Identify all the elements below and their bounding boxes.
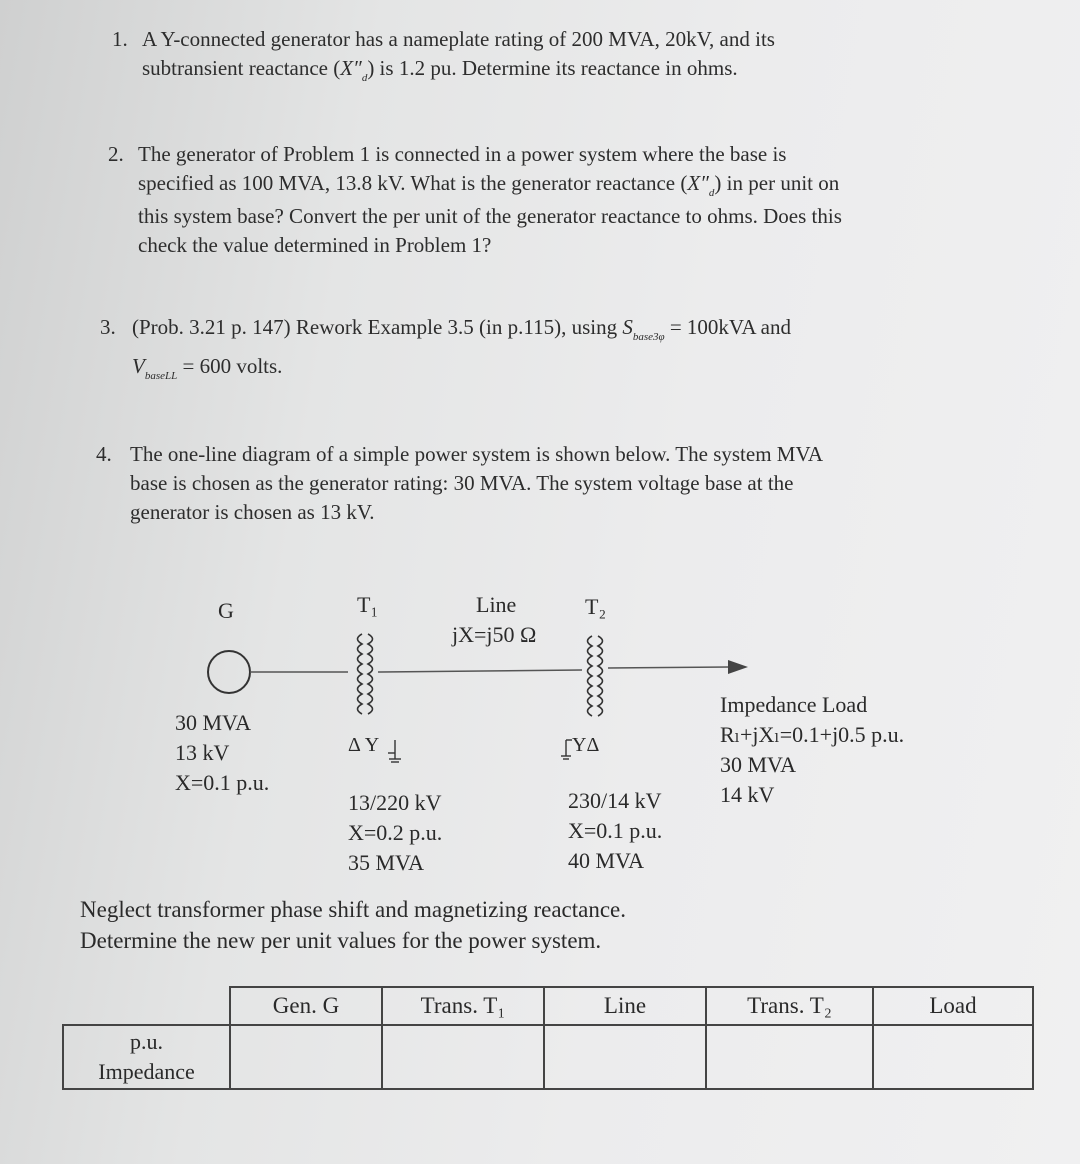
spec-line: 14 kV	[720, 782, 775, 807]
generator-symbol	[208, 651, 250, 693]
generator-label: G	[218, 598, 234, 623]
per-unit-table	[62, 986, 1034, 1090]
note-line: Neglect transformer phase shift and magnetizing reactance.	[80, 897, 627, 922]
subscript: d	[708, 187, 715, 199]
line-label: Line	[476, 592, 517, 617]
problem-line: this system base? Convert the per unit of the generator reactance to ohms. Does this	[138, 204, 842, 228]
t2-ground-icon	[561, 740, 572, 759]
table-corner-cell	[63, 987, 230, 1025]
t2-windings	[588, 636, 603, 716]
row-label: Impedance	[98, 1059, 195, 1084]
problem-line	[142, 54, 775, 87]
one-line-diagram	[0, 560, 1080, 820]
spec-line: 30 MVA	[720, 752, 797, 777]
text: = 600 volts.	[182, 354, 283, 378]
t1-ground-icon	[388, 740, 401, 762]
text: (Prob. 3.21 p. 147) Rework Example 3.5 (in p.115), using	[132, 315, 618, 339]
problem-line: A Y-connected generator has a nameplate rating of 200 MVA, 20kV, and its	[142, 27, 775, 51]
problem-2	[108, 140, 1008, 260]
spec-line: X=0.1 p.u.	[568, 818, 663, 843]
text: = 100kVA and	[669, 315, 791, 339]
answer-cell-load[interactable]	[873, 1025, 1033, 1089]
problem-text	[138, 140, 842, 260]
spec-line: 35 MVA	[348, 850, 425, 875]
table-row	[63, 1025, 1033, 1089]
variable: V	[132, 354, 145, 378]
variable: X″	[340, 56, 362, 80]
note-line: Determine the new per unit values for the power system.	[80, 928, 602, 953]
text: subtransient reactance (	[142, 56, 341, 80]
problem-number: 2.	[108, 142, 124, 166]
problem-4	[96, 440, 1016, 530]
t2-connection: YΔ	[572, 734, 600, 756]
spec-line: 230/14 kV	[568, 788, 662, 813]
header-load: Load	[873, 987, 1033, 1025]
t1-connection: Δ Y	[348, 734, 380, 756]
problem-text	[142, 25, 775, 87]
subscript: d	[361, 72, 368, 84]
problem-line	[138, 169, 842, 202]
spec-line: Impedance Load	[720, 692, 868, 717]
transmission-line	[378, 670, 582, 672]
spec-line: X=0.1 p.u.	[175, 770, 270, 795]
notes	[80, 894, 626, 956]
t1-label: T₁	[357, 592, 379, 617]
spec-line: 13/220 kV	[348, 790, 442, 815]
variable: S	[622, 315, 633, 339]
answer-cell-line[interactable]	[544, 1025, 706, 1089]
header-line: Line	[544, 987, 706, 1025]
problem-text	[132, 313, 791, 385]
load-specs	[720, 690, 904, 810]
problem-line: generator is chosen as 13 kV.	[130, 500, 375, 524]
answer-cell-trans-t2[interactable]	[706, 1025, 873, 1089]
problem-number: 4.	[96, 442, 112, 466]
problem-line	[132, 352, 791, 385]
spec-line: 13 kV	[175, 740, 230, 765]
t2-label: T₂	[585, 594, 607, 619]
problem-text	[130, 440, 823, 527]
spec-line: 30 MVA	[175, 710, 252, 735]
text: specified as 100 MVA, 13.8 kV. What is the generator reactance (	[138, 171, 688, 195]
problem-line: The one-line diagram of a simple power system is shown below. The system MVA	[130, 442, 824, 466]
variable: X″	[687, 171, 709, 195]
t1-specs	[348, 788, 442, 878]
problem-1	[112, 25, 992, 87]
t2-specs	[568, 786, 662, 876]
answer-cell-trans-t1[interactable]	[382, 1025, 544, 1089]
subscript: base3φ	[632, 331, 665, 343]
spec-line: 40 MVA	[568, 848, 645, 873]
text: ) in per unit on	[714, 171, 840, 195]
row-label: p.u.	[130, 1029, 163, 1054]
generator-specs	[175, 708, 269, 798]
header-trans-t1: Trans. T₁	[382, 987, 544, 1025]
problem-line: base is chosen as the generator rating: 30 MVA. The system voltage base at the	[130, 471, 794, 495]
problem-number: 1.	[112, 27, 128, 51]
line-impedance: jX=j50 Ω	[452, 622, 537, 647]
header-gen-g: Gen. G	[230, 987, 382, 1025]
spec-line: Rₗ+jXₗ=0.1+j0.5 p.u.	[720, 722, 905, 747]
table-header-row	[63, 987, 1033, 1025]
t1-windings	[358, 634, 373, 714]
answer-cell-gen-g[interactable]	[230, 1025, 382, 1089]
row-label-cell	[63, 1025, 230, 1089]
load-feeder	[608, 667, 730, 668]
problem-3	[100, 313, 1000, 383]
header-trans-t2: Trans. T₂	[706, 987, 873, 1025]
problem-line	[132, 313, 791, 346]
subscript: baseLL	[144, 370, 178, 382]
problem-line: check the value determined in Problem 1?	[138, 233, 492, 257]
problem-number: 3.	[100, 315, 116, 339]
text: ) is 1.2 pu. Determine its reactance in ohms.	[367, 56, 738, 80]
spec-line: X=0.2 p.u.	[348, 820, 443, 845]
load-arrow-icon	[728, 660, 748, 674]
problem-line: The generator of Problem 1 is connected in a power system where the base is	[138, 142, 787, 166]
